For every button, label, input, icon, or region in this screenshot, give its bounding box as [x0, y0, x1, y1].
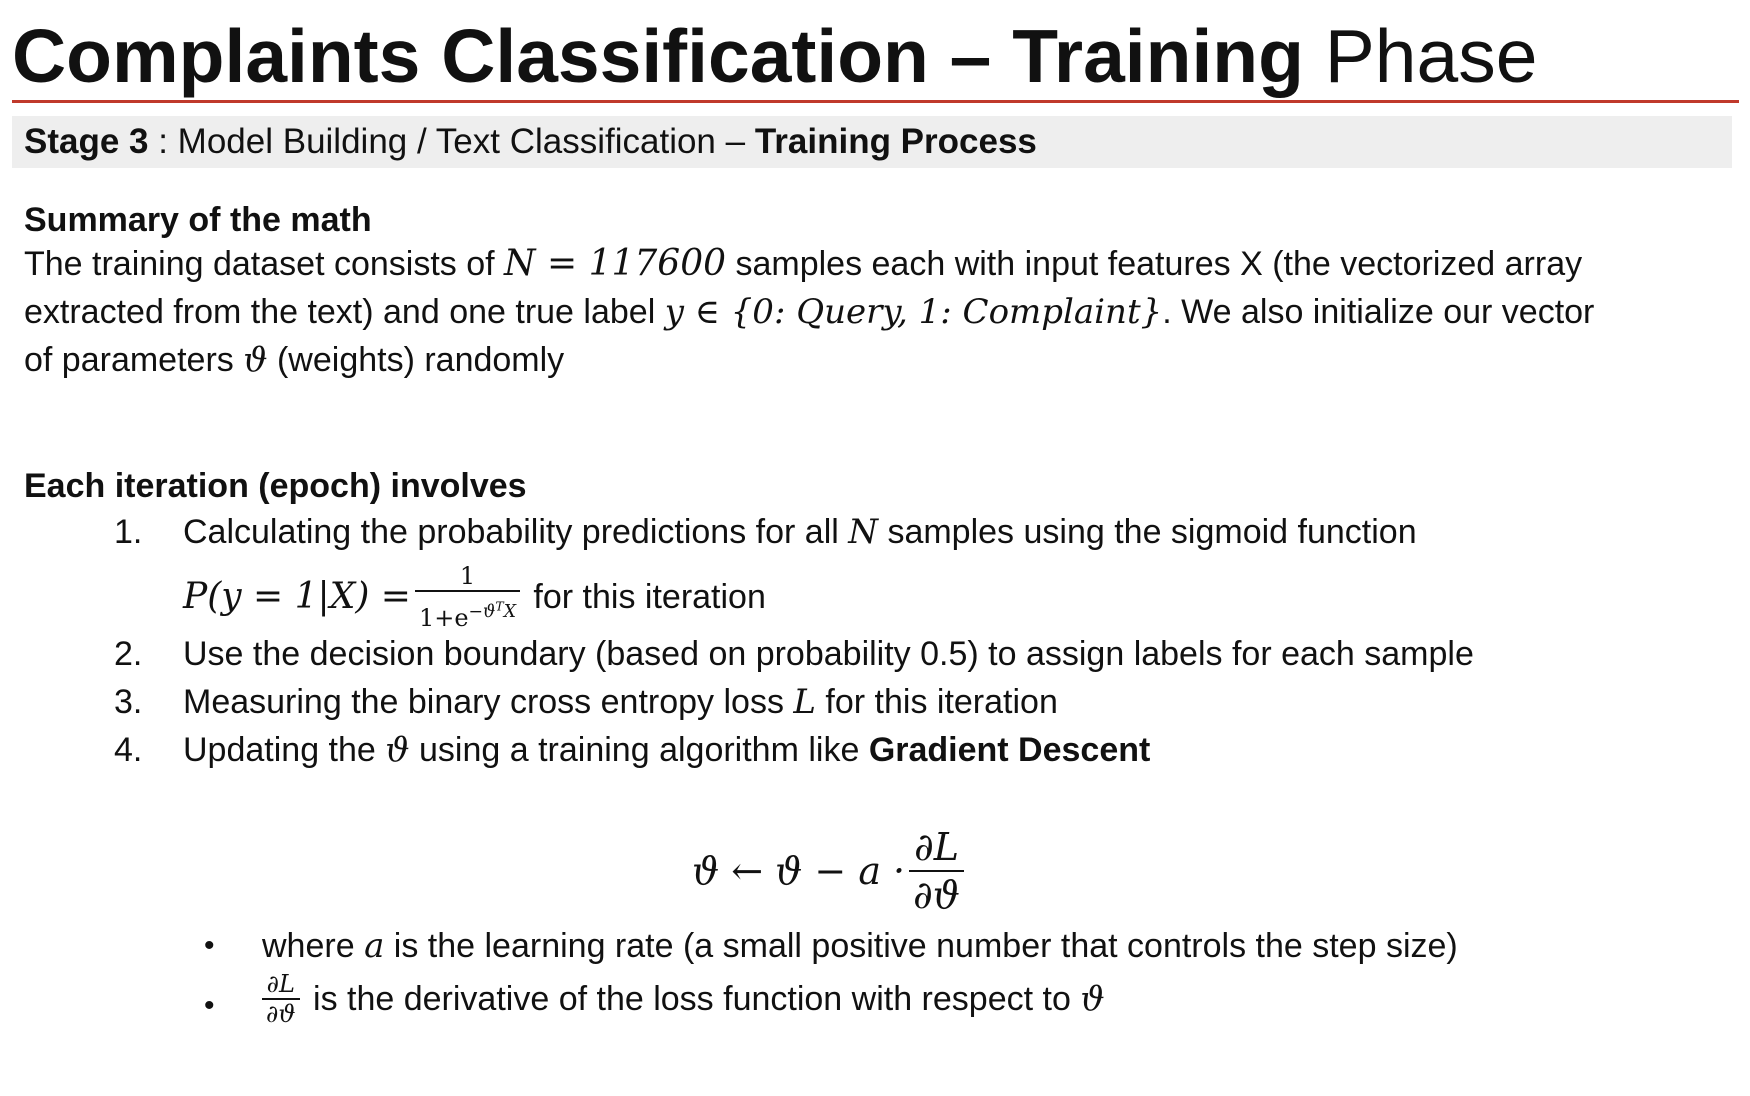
sigmoid-numerator: 1 — [459, 562, 476, 590]
title-normal: Phase — [1324, 14, 1538, 98]
bullet-symbol: • — [204, 929, 215, 962]
list-item-text: Updating the — [183, 731, 386, 769]
sigmoid-lhs: P(y = 1|X) = — [183, 575, 411, 617]
math-label-set: y ∈ {0: Query, 1: Complaint} — [664, 292, 1163, 332]
list-item-text: for this iteration — [815, 683, 1058, 721]
summary-line-3 — [24, 336, 564, 384]
math-theta: ϑ — [385, 730, 410, 770]
math-sample-count: N = 117600 — [504, 243, 727, 284]
math-n: N — [848, 512, 878, 552]
list-item: Use the decision boundary (based on probability 0.5) to assign labels for each sample — [183, 635, 1474, 673]
summary-text: (weights) randomly — [267, 341, 565, 379]
summary-text: samples each with input features X (the vectorized array — [726, 245, 1583, 283]
list-item — [183, 678, 1058, 726]
bullet-text: where — [262, 927, 365, 965]
bullet-item — [262, 922, 1458, 970]
summary-line-1 — [24, 240, 1582, 288]
derivative-fraction — [262, 970, 300, 1028]
bullet-symbol: • — [204, 989, 215, 1022]
epoch-heading: Each iteration (epoch) involves — [24, 467, 527, 505]
exponent-x: X — [503, 601, 516, 622]
math-theta: ϑ — [1080, 979, 1105, 1019]
sigmoid-denominator — [415, 590, 520, 632]
math-loss: L — [793, 682, 816, 722]
sigmoid-formula — [183, 562, 766, 632]
update-rule-equation — [692, 824, 968, 918]
math-learning-rate: a — [364, 926, 385, 966]
update-rule-lhs: ϑ ← ϑ − a · — [692, 849, 906, 893]
summary-text: The training dataset consists of — [24, 245, 505, 283]
stage-text — [24, 119, 1037, 165]
summary-line-2 — [24, 288, 1594, 336]
list-item-text: Measuring the binary cross entropy loss — [183, 683, 794, 721]
summary-text: extracted from the text) and one true label — [24, 293, 665, 331]
update-rule-denominator: ∂ϑ — [909, 870, 964, 918]
list-item-text: Calculating the probability predictions for all — [183, 513, 849, 551]
derivative-numerator: ∂L — [266, 970, 295, 998]
sigmoid-base: 1+e — [418, 603, 469, 632]
transpose-mark: T — [495, 598, 504, 613]
list-item-text: using a training algorithm like — [409, 731, 869, 769]
title-bold: Complaints Classification – Training — [12, 14, 1304, 98]
list-number: 4. — [114, 731, 143, 769]
update-rule-fraction — [909, 824, 964, 918]
list-item — [183, 508, 1417, 556]
bullet-text: is the learning rate (a small positive number that controls the step size) — [384, 927, 1458, 965]
bullet-item — [262, 970, 1105, 1028]
sigmoid-suffix: for this iteration — [523, 577, 766, 616]
derivative-denominator: ∂ϑ — [262, 998, 300, 1028]
list-number: 2. — [114, 635, 143, 673]
list-number: 1. — [114, 513, 143, 551]
summary-text: . We also initialize our vector — [1162, 293, 1595, 331]
stage-emphasis: Training Process — [754, 122, 1037, 161]
summary-text: of parameters — [24, 341, 244, 379]
math-theta: ϑ — [243, 340, 268, 380]
summary-heading: Summary of the math — [24, 201, 372, 239]
gradient-descent-emphasis: Gradient Descent — [868, 731, 1151, 769]
list-number: 3. — [114, 683, 143, 721]
stage-label: Stage 3 — [24, 122, 149, 161]
list-item — [183, 726, 1150, 774]
title-underline — [12, 100, 1739, 103]
slide-title — [12, 6, 1537, 106]
stage-description: : Model Building / Text Classification – — [148, 122, 755, 161]
bullet-text: is the derivative of the loss function with respect to — [303, 980, 1081, 1018]
list-item-text: samples using the sigmoid function — [878, 513, 1417, 551]
update-rule-numerator: ∂L — [914, 825, 959, 869]
sigmoid-fraction — [415, 562, 520, 632]
sigmoid-exponent: −ϑ — [468, 601, 496, 622]
